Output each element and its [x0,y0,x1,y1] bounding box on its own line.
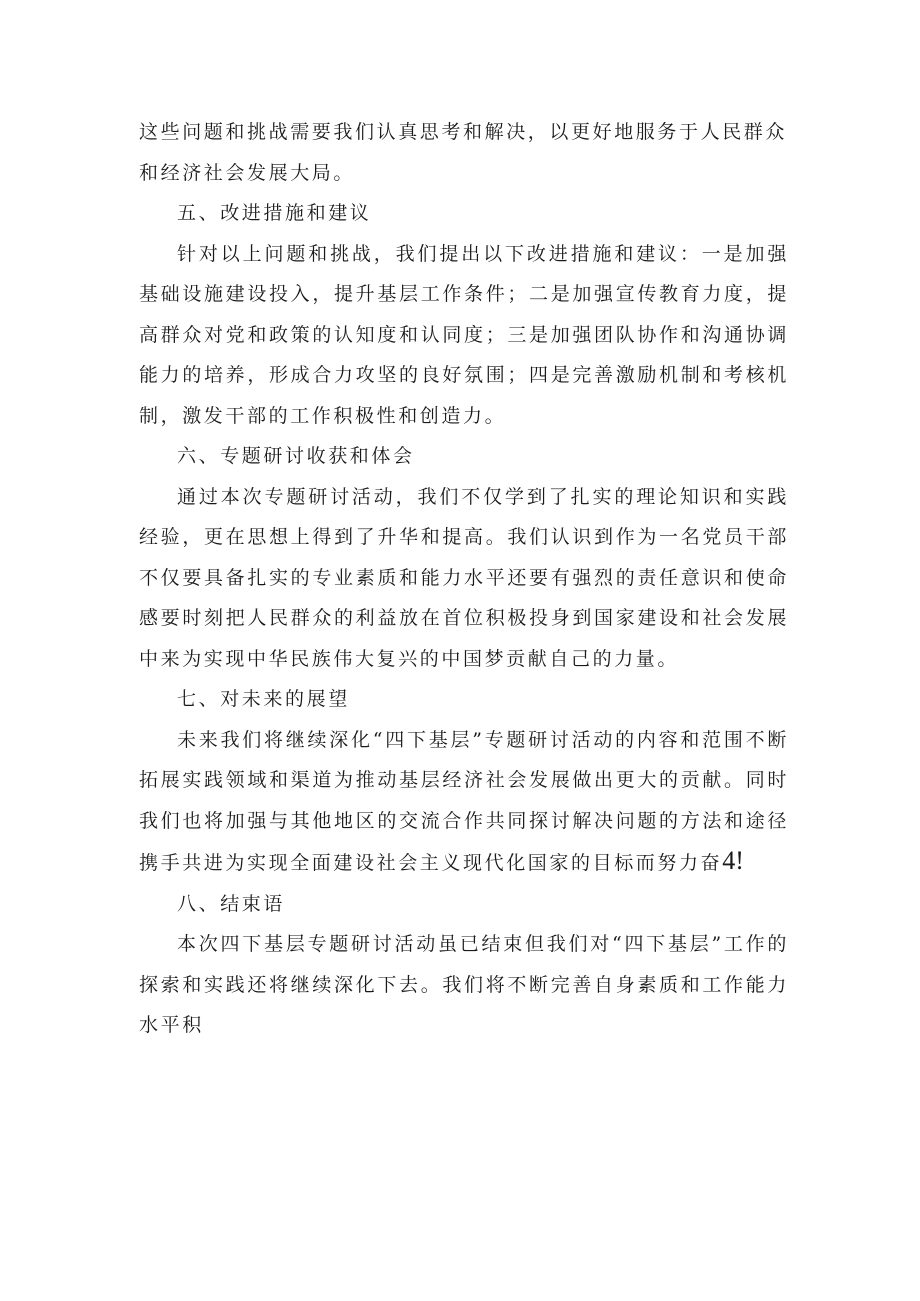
section-heading-7: 七、对未来的展望 [177,688,350,710]
paragraph-outlook-end: 4! [722,846,744,875]
paragraph-measures: 针对以上问题和挑战，我们提出以下改进措施和建议：一是加强基础设施建设投入，提升基层工作条件；二是加强宣传教育力度，提高群众对党和政策的认知度和认同度；三是加强团队协作和沟通协调能力的培养，形成合力攻坚的良好氛围；四是完善激励机制和考核机制，激发干部的工作积极性和创造力。 [139,242,789,427]
paragraph-conclusion: 本次四下基层专题研讨活动虽已结束但我们对“四下基层”工作的探索和实践还将继续深化下去。我们将不断完善自身素质和工作能力水平积 [139,933,789,1036]
document-body [139,112,789,1046]
paragraph-outlook-text: 未来我们将继续深化“四下基层”专题研讨活动的内容和范围不断拓展实践领域和渠道为推动基层经济社会发展做出更大的贡献。同时我们也将加强与其他地区的交流合作共同探讨解决问题的方法和途径携手共进为实现全面建设社会主义现代化国家的目标而努力奋 [139,728,789,874]
section-heading-8: 八、结束语 [177,892,286,915]
paragraph-continuation-end: 和经济社会发展大局。 [139,161,356,184]
section-heading-5: 五、改进措施和建议 [177,202,372,224]
paragraph-insights: 通过本次专题研讨活动，我们不仅学到了扎实的理论知识和实践经验，更在思想上得到了升华和提高。我们认识到作为一名党员干部不仅要具备扎实的专业素质和能力水平还要有强烈的责任意识和使命感要时刻把人民群众的利益放在首位积极投身到国家建设和社会发展中来为实现中华民族伟大复兴的中国梦贡献自己的力量。 [139,485,789,670]
paragraph-continuation: 这些问题和挑战需要我们认真思考和解决，以更好地服务于人民群众 [139,121,788,143]
paragraph-outlook [139,720,789,884]
section-heading-6: 六、专题研讨收获和体会 [177,445,415,467]
